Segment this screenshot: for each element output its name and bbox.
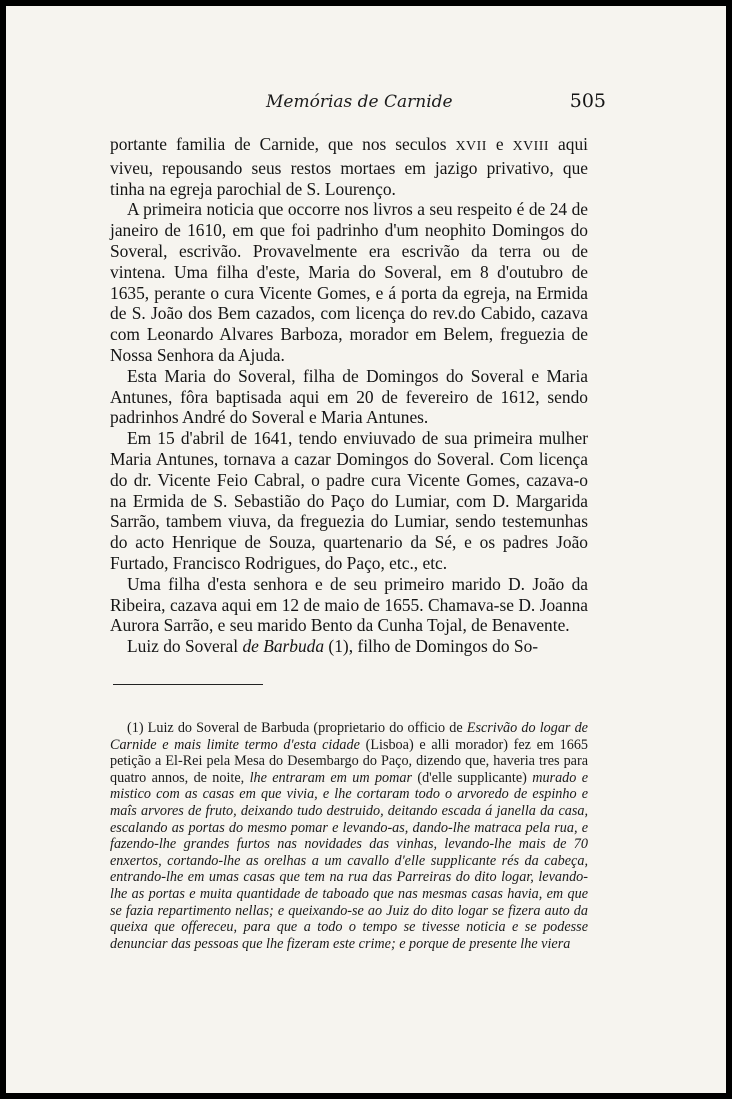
- footnote-divider: [113, 684, 263, 685]
- paragraph-continuation: portante familia de Carnide, que nos seculos XVII e XVIII aqui viveu, repousando seus restos mortaes em jazigo privativo, que tinha na egreja parochial de S. Lourenço.: [110, 134, 588, 199]
- paragraph-first-notice: A primeira noticia que occorre nos livros a seu respeito é de 24 de janeiro de 1610, em que foi padrinho d'um neophito Domingos do Soveral, escrivão. Provavelmente era escrivão da terra ou de vintena. Uma filha d'este, Maria do Soveral, em 8 d'outubro de 1635, perante o cura Vicente Gomes, e á porta da egreja, na Ermida de S. João dos Bem cazados, com licença do rev.do Cabido, cazava com Leonardo Alvares Barboza, morador em Belem, freguezia de Nossa Senhora da Ajuda.: [110, 199, 588, 365]
- paragraph-maria-soveral: Esta Maria do Soveral, filha de Domingos do Soveral e Maria Antunes, fôra baptisada aqui em 20 de fevereiro de 1612, sendo padrinhos André do Soveral e Maria Antunes.: [110, 365, 588, 428]
- main-text: [110, 134, 588, 657]
- paragraph-joanna-aurora: Uma filha d'esta senhora e de seu primeiro marido D. João da Ribeira, cazava aqui em 12 de maio de 1655. Chamava-se D. Joanna Aurora Sarrão, e seu marido Bento da Cunha Tojal, de Benavente.: [110, 573, 588, 636]
- page-number: 505: [569, 90, 606, 112]
- running-title: Memórias de Carnide: [266, 92, 453, 112]
- century-numeral: XVII: [455, 139, 487, 154]
- paragraph-second-marriage: Em 15 d'abril de 1641, tendo enviuvado de sua primeira mulher Maria Antunes, tornava a cazar Domingos do Soveral. Com licença do dr. Vicente Feio Cabral, o padre cura Vicente Gomes, cazava-o na Ermida de S. Sebastião do Paço do Lumiar, com D. Margarida Sarrão, tambem viuva, da freguezia do Lumiar, sendo testemunhas do acto Henrique de Souza, quartenario da Sé, e os padres João Furtado, Francisco Rodrigues, do Paço, etc., etc.: [110, 428, 588, 573]
- running-header: [106, 92, 606, 120]
- century-numeral: XVIII: [512, 139, 550, 154]
- footnote-1: (1) Luiz do Soveral de Barbuda (proprietario do officio de Escrivão do logar de Carnide e mais limite termo d'esta cidade (Lisboa) e alli morador) fez em 1665 petição a El-Rei pela Mesa do Desembargo do Paço, dizendo que, haveria tres para quatro annos, de noite, lhe entraram em um pomar (d'elle supplicante) murado e mistico com as casas em que vivia, e lhe cortaram todo o arvoredo de espinho e maîs arvores de fruto, deixando tudo destruido, deitando escada á janella da casa, escalando as portas do mesmo pomar e levando-as, dando-lhe matraca pela rua, e fazendo-lhe grandes furtos nas novidades das vinhas, levando-lhe mais de 70 enxertos, cortando-lhe as orelhas a um cavallo d'elle supplicante rés da cabeça, entrando-lhe em umas casas que tem na rua das Parreiras do dito logar, levando-lhe as portas e muita quantidade de taboado que nas mesmas casas havia, em que se fazia repartimento nellas; e queixando-se ao Juiz do dito logar se fizera auto da queixa que offereceu, para que a todo o tempo se tivesse noticia e se podesse denunciar das pessoas que lhe fizeram este crime; e porque de presente lhe viera: [110, 720, 589, 952]
- paragraph-luiz-soveral: Luiz do Soveral de Barbuda (1), filho de Domingos do So-: [127, 636, 539, 657]
- footnote: [110, 720, 588, 952]
